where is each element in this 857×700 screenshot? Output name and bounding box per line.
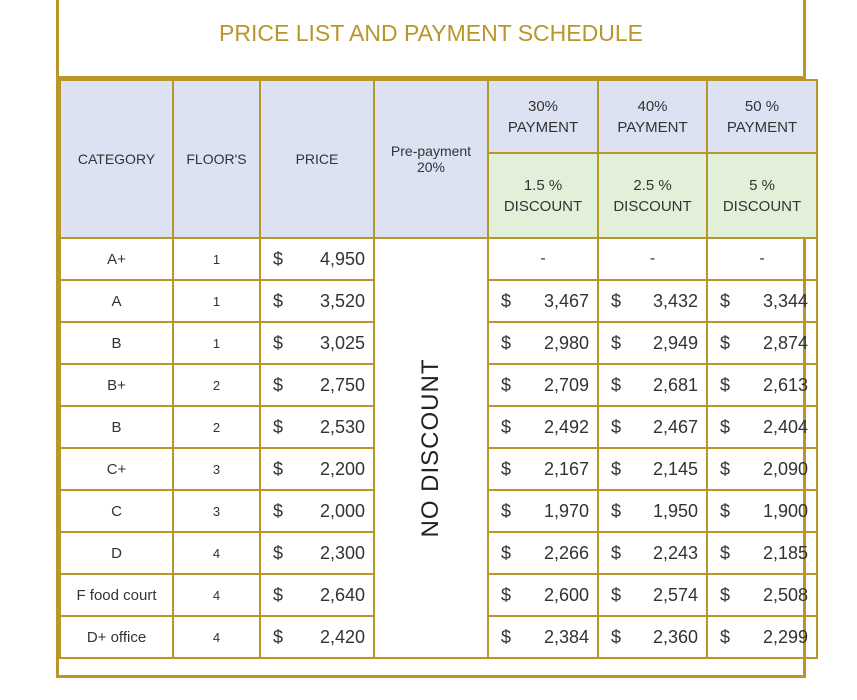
prepayment-no-discount-cell — [374, 238, 488, 658]
currency-symbol: $ — [273, 290, 284, 311]
header-discount-5-label: DISCOUNT — [722, 197, 802, 215]
price-cell — [260, 532, 374, 574]
category-cell: F food court — [60, 574, 173, 616]
category-cell: A+ — [60, 238, 173, 280]
currency-symbol: $ — [611, 458, 622, 479]
price-value: 2,530 — [319, 416, 365, 437]
payment-40-cell — [598, 406, 707, 448]
currency-symbol: $ — [720, 374, 731, 395]
payment-50-value: 2,404 — [762, 416, 808, 437]
header-payment-40-percent: 40% — [637, 97, 668, 115]
header-payment-50-label: PAYMENT — [726, 118, 798, 136]
payment-50-cell — [707, 406, 817, 448]
payment-50-cell — [707, 322, 817, 364]
price-cell — [260, 616, 374, 658]
payment-30-cell — [488, 280, 598, 322]
header-payment-30-percent: 30% — [527, 97, 559, 115]
currency-symbol: $ — [720, 584, 731, 605]
price-value: 3,520 — [319, 290, 365, 311]
currency-symbol: $ — [720, 542, 731, 563]
header-category: CATEGORY — [60, 80, 173, 238]
header-payment-50 — [707, 80, 817, 153]
category-cell: C — [60, 490, 173, 532]
payment-50-cell: - — [707, 238, 817, 280]
payment-50-cell — [707, 532, 817, 574]
table-row — [60, 238, 817, 280]
currency-symbol: $ — [501, 332, 512, 353]
price-list-frame — [56, 0, 806, 678]
price-table — [59, 79, 818, 659]
currency-symbol: $ — [273, 542, 284, 563]
payment-40-value: 2,243 — [652, 542, 698, 563]
currency-symbol: $ — [501, 500, 512, 521]
currency-symbol: $ — [273, 416, 284, 437]
header-discount-1-5-percent: 1.5 % — [523, 176, 563, 194]
currency-symbol: $ — [611, 584, 622, 605]
currency-symbol: $ — [501, 416, 512, 437]
currency-symbol: $ — [611, 500, 622, 521]
payment-40-value: 2,360 — [652, 626, 698, 647]
payment-30-cell — [488, 448, 598, 490]
currency-symbol: $ — [273, 584, 284, 605]
floor-cell: 3 — [173, 448, 260, 490]
currency-symbol: $ — [720, 416, 731, 437]
header-discount-5 — [707, 153, 817, 238]
currency-symbol: $ — [720, 500, 731, 521]
payment-50-value: 2,299 — [762, 626, 808, 647]
floor-cell: 1 — [173, 238, 260, 280]
header-payment-50-percent: 50 % — [744, 97, 780, 115]
payment-40-cell — [598, 532, 707, 574]
currency-symbol: $ — [273, 374, 284, 395]
payment-40-value: 3,432 — [652, 290, 698, 311]
currency-symbol: $ — [611, 290, 622, 311]
payment-30-cell — [488, 532, 598, 574]
payment-50-cell — [707, 448, 817, 490]
payment-30-value: 2,709 — [543, 374, 589, 395]
payment-40-cell — [598, 490, 707, 532]
currency-symbol: $ — [611, 374, 622, 395]
currency-symbol: $ — [501, 374, 512, 395]
currency-symbol: $ — [720, 626, 731, 647]
category-cell: B — [60, 406, 173, 448]
payment-30-cell: - — [488, 238, 598, 280]
header-prepayment — [374, 80, 488, 238]
header-payment-30 — [488, 80, 598, 153]
header-discount-2-5 — [598, 153, 707, 238]
header-payment-30-label: PAYMENT — [507, 118, 579, 136]
payment-30-cell — [488, 490, 598, 532]
floor-cell: 4 — [173, 616, 260, 658]
price-value: 3,025 — [319, 332, 365, 353]
category-cell: B — [60, 322, 173, 364]
payment-30-cell — [488, 406, 598, 448]
payment-40-cell — [598, 448, 707, 490]
currency-symbol: $ — [273, 626, 284, 647]
payment-50-value: 2,613 — [762, 374, 808, 395]
payment-50-value: 2,508 — [762, 584, 808, 605]
currency-symbol: $ — [501, 626, 512, 647]
header-payment-40-label: PAYMENT — [617, 118, 688, 136]
payment-40-cell — [598, 364, 707, 406]
category-cell: B+ — [60, 364, 173, 406]
header-discount-2-5-label: DISCOUNT — [613, 197, 692, 215]
price-cell — [260, 406, 374, 448]
floor-cell: 2 — [173, 406, 260, 448]
payment-40-cell: - — [598, 238, 707, 280]
price-value: 2,200 — [319, 458, 365, 479]
payment-40-cell — [598, 322, 707, 364]
currency-symbol: $ — [273, 332, 284, 353]
payment-50-value: 2,185 — [762, 542, 808, 563]
floor-cell: 1 — [173, 322, 260, 364]
category-cell: D — [60, 532, 173, 574]
payment-50-value: 1,900 — [762, 500, 808, 521]
payment-40-value: 2,681 — [652, 374, 698, 395]
header-discount-5-percent: 5 % — [749, 176, 775, 194]
currency-symbol: $ — [501, 290, 512, 311]
currency-symbol: $ — [501, 584, 512, 605]
price-value: 4,950 — [319, 248, 365, 269]
payment-30-value: 2,167 — [543, 458, 589, 479]
payment-50-cell — [707, 364, 817, 406]
payment-40-value: 1,950 — [652, 500, 698, 521]
currency-symbol: $ — [720, 332, 731, 353]
payment-30-value: 2,384 — [543, 626, 589, 647]
payment-50-value: 2,874 — [762, 332, 808, 353]
header-discount-2-5-percent: 2.5 % — [633, 176, 672, 194]
price-cell — [260, 280, 374, 322]
payment-30-value: 2,266 — [543, 542, 589, 563]
payment-40-cell — [598, 574, 707, 616]
price-value: 2,750 — [319, 374, 365, 395]
category-cell: D+ office — [60, 616, 173, 658]
payment-50-cell — [707, 280, 817, 322]
floor-cell: 4 — [173, 532, 260, 574]
floor-cell: 1 — [173, 280, 260, 322]
payment-30-value: 3,467 — [543, 290, 589, 311]
price-value: 2,420 — [319, 626, 365, 647]
payment-40-cell — [598, 616, 707, 658]
currency-symbol: $ — [611, 332, 622, 353]
price-cell — [260, 238, 374, 280]
payment-30-cell — [488, 322, 598, 364]
currency-symbol: $ — [611, 542, 622, 563]
payment-50-cell — [707, 490, 817, 532]
currency-symbol: $ — [273, 458, 284, 479]
category-cell: A — [60, 280, 173, 322]
header-prepayment-label: Pre-payment — [390, 143, 472, 159]
header-discount-1-5-label: DISCOUNT — [503, 197, 583, 215]
header-price: PRICE — [260, 80, 374, 238]
payment-40-value: 2,145 — [652, 458, 698, 479]
floor-cell: 4 — [173, 574, 260, 616]
header-floors: FLOOR'S — [173, 80, 260, 238]
currency-symbol: $ — [273, 248, 284, 269]
payment-30-value: 1,970 — [543, 500, 589, 521]
currency-symbol: $ — [611, 416, 622, 437]
page-title: PRICE LIST AND PAYMENT SCHEDULE — [219, 20, 643, 46]
payment-40-value: 2,949 — [652, 332, 698, 353]
price-cell — [260, 574, 374, 616]
floor-cell: 3 — [173, 490, 260, 532]
category-cell: C+ — [60, 448, 173, 490]
header-prepayment-percent: 20% — [416, 159, 446, 175]
payment-30-value: 2,492 — [543, 416, 589, 437]
price-value: 2,300 — [319, 542, 365, 563]
payment-40-value: 2,467 — [652, 416, 698, 437]
header-discount-1-5 — [488, 153, 598, 238]
currency-symbol: $ — [611, 626, 622, 647]
price-cell — [260, 448, 374, 490]
currency-symbol: $ — [720, 458, 731, 479]
currency-symbol: $ — [501, 542, 512, 563]
payment-50-value: 2,090 — [762, 458, 808, 479]
payment-50-value: 3,344 — [762, 290, 808, 311]
header-payment-40 — [598, 80, 707, 153]
currency-symbol: $ — [501, 458, 512, 479]
payment-30-cell — [488, 364, 598, 406]
payment-30-value: 2,600 — [543, 584, 589, 605]
price-value: 2,640 — [319, 584, 365, 605]
price-cell — [260, 490, 374, 532]
price-cell — [260, 322, 374, 364]
price-value: 2,000 — [319, 500, 365, 521]
no-discount-label: NO DISCOUNT — [417, 358, 444, 538]
floor-cell: 2 — [173, 364, 260, 406]
price-cell — [260, 364, 374, 406]
payment-30-cell — [488, 616, 598, 658]
payment-30-value: 2,980 — [543, 332, 589, 353]
payment-50-cell — [707, 616, 817, 658]
payment-40-value: 2,574 — [652, 584, 698, 605]
currency-symbol: $ — [720, 290, 731, 311]
payment-30-cell — [488, 574, 598, 616]
currency-symbol: $ — [273, 500, 284, 521]
payment-40-cell — [598, 280, 707, 322]
payment-50-cell — [707, 574, 817, 616]
